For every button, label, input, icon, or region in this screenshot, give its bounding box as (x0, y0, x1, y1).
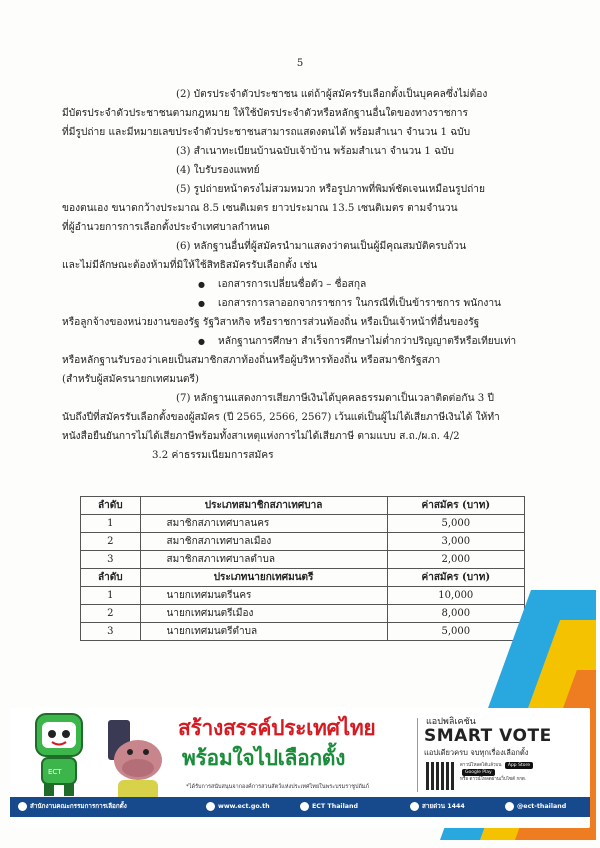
line-icon (505, 802, 514, 811)
slogan-line-1: สร้างสรรค์ประเทศไทย (178, 716, 376, 740)
globe-icon (206, 802, 215, 811)
document-body (62, 85, 538, 465)
qr-code-icon (426, 762, 454, 790)
table-cell: นายกเทศมนตรีตำบล (140, 623, 387, 641)
page-number: 5 (296, 58, 304, 69)
app-name: SMART VOTE (424, 726, 552, 746)
app-store-badge[interactable]: App Store (505, 762, 533, 769)
paragraph-7-line-3: หนังสือยืนยันการไม่ได้เสียภาษีพร้อมทั้งสาเหตุแห่งการไม่ได้เสียภาษี ตามแบบ ส.ถ./ผ.ถ. 4/2 (62, 431, 460, 442)
table-cell: 2 (81, 605, 141, 623)
table-cell: 3 (81, 551, 141, 569)
table-cell: 8,000 (387, 605, 524, 623)
table-header-cell: ค่าสมัคร (บาท) (387, 497, 524, 515)
table-cell: 5,000 (387, 515, 524, 533)
slogan-line-2: พร้อมใจไปเลือกตั้ง (182, 746, 346, 770)
election-banner (10, 590, 596, 840)
table-cell: 1 (81, 587, 141, 605)
table-cell: นายกเทศมนตรีนคร (140, 587, 387, 605)
paragraph-6-line-1: (6) หลักฐานอื่นที่ผู้สมัครนำมาแสดงว่าตนเป็นผู้มีคุณสมบัติครบถ้วน (176, 241, 467, 252)
footer-web: www.ect.go.th (218, 803, 270, 810)
bullet-item-name-change: ● เอกสารการเปลี่ยนชื่อตัว – ชื่อสกุล (62, 275, 538, 294)
download-website-text: หรือ ดาวน์โหลดผ่านเว็บไซต์ กกต. (460, 777, 527, 782)
paragraph-5-line-3: ที่ผู้อำนวยการการเลือกตั้งประจำเทศบาลกำหนด (62, 222, 270, 233)
paragraph-6-line-2: และไม่มีลักษณะต้องห้ามที่มิให้ใช้สิทธิสมัครรับเลือกตั้ง เช่น (62, 260, 318, 271)
paragraph-7-line-1: (7) หลักฐานแสดงการเสียภาษีเงินได้บุคคลธรรมดาเป็นเวลาติดต่อกัน 3 ปี (176, 393, 494, 404)
footer-line-item[interactable] (505, 797, 566, 817)
footer-web-item[interactable] (206, 797, 270, 817)
footer-office-item (18, 797, 127, 817)
phone-icon (410, 802, 419, 811)
paragraph-7-line-2: นับถึงปีที่สมัครรับเลือกตั้งของผู้สมัคร (ปี 2565, 2566, 2567) เว้นแต่เป็นผู้ไม่ได้เสียภาษีเงินได้ ให้ทำ (62, 412, 500, 423)
table-header-cell: ประเภทสมาชิกสภาเทศบาล (140, 497, 387, 515)
table-cell: 3,000 (387, 533, 524, 551)
app-tagline: แอปเดียวครบ จบทุกเรื่องเลือกตั้ง (424, 748, 529, 757)
facebook-icon (300, 802, 309, 811)
download-info (460, 762, 560, 783)
table-header-cell: ประเภทนายกเทศมนตรี (140, 569, 387, 587)
table-header-cell: ค่าสมัคร (บาท) (387, 569, 524, 587)
table-cell: สมาชิกสภาเทศบาลนคร (140, 515, 387, 533)
paragraph-3: (3) สำเนาทะเบียนบ้านฉบับเจ้าบ้าน พร้อมสำเนา จำนวน 1 ฉบับ (176, 146, 454, 157)
footer-fb-item[interactable] (300, 797, 358, 817)
paragraph-4: (4) ใบรับรองแพทย์ (176, 165, 260, 176)
paragraph-2-line-2: มีบัตรประจำตัวประชาชนตามกฎหมาย ให้ใช้บัตรประจำตัวหรือหลักฐานอื่นใดของทางราชการ (62, 108, 468, 119)
table-cell: 3 (81, 623, 141, 641)
table-cell: สมาชิกสภาเทศบาลตำบล (140, 551, 387, 569)
paragraph-5-line-2: ของตนเอง ขนาดกว้างประมาณ 8.5 เซนติเมตร ยาวประมาณ 13.5 เซนติเมตร ตามจำนวน (62, 203, 458, 214)
paragraph-2-line-3: ที่มีรูปถ่าย และมีหมายเลขประจำตัวประชาชนสามารถแสดงตนได้ พร้อมสำเนา จำนวน 1 ฉบับ (62, 127, 471, 138)
table-header-cell: ลำดับ (81, 569, 141, 587)
table-cell: สมาชิกสภาเทศบาลเมือง (140, 533, 387, 551)
table-row (81, 551, 525, 569)
section-3-2-heading: 3.2 ค่าธรรมเนียมการสมัคร (152, 450, 274, 461)
sponsor-note: *ได้รับการสนับสนุนจากองค์การสวนสัตว์แห่งประเทศไทยในพระบรมราชูปถัมภ์ (186, 784, 370, 790)
mascot-badge-text: ECT (48, 768, 62, 776)
footer-hotline: สายด่วน 1444 (422, 803, 465, 810)
paragraph-2-line-1: (2) บัตรประจำตัวประชาชน แต่ถ้าผู้สมัครรับเลือกตั้งเป็นบุคคลซึ่งไม่ต้อง (176, 89, 488, 100)
bullet-item-resignation: ● เอกสารการลาออกจากราชการ ในกรณีที่เป็นข้าราชการ พนักงาน (62, 294, 538, 313)
ect-mascot-icon (28, 702, 98, 802)
bullet-item-education-note: (สำหรับผู้สมัครนายกเทศมนตรี) (62, 374, 199, 385)
paragraph-5-line-1: (5) รูปถ่ายหน้าตรงไม่สวมหมวก หรือรูปภาพที่พิมพ์ชัดเจนเหมือนรูปถ่าย (176, 184, 485, 195)
footer-office: สำนักงานคณะกรรมการการเลือกตั้ง (30, 803, 127, 810)
table-row (81, 515, 525, 533)
table-cell: 10,000 (387, 587, 524, 605)
table-cell: 2,000 (387, 551, 524, 569)
table-header-row (81, 569, 525, 587)
ect-logo-icon (18, 802, 27, 811)
app-label: แอปพลิเคชัน (426, 717, 476, 727)
footer-line: @ect-thailand (517, 803, 567, 810)
banner-footer (10, 797, 590, 817)
table-row (81, 533, 525, 551)
footer-hotline-item (410, 797, 465, 817)
table-header-cell: ลำดับ (81, 497, 141, 515)
footer-fb: ECT Thailand (312, 803, 358, 810)
table-cell: 2 (81, 533, 141, 551)
bullet-item-education-cont: หรือหลักฐานรับรองว่าเคยเป็นสมาชิกสภาท้องถิ่นหรือผู้บริหารท้องถิ่น หรือสมาชิกรัฐสภา (62, 355, 441, 366)
bullet-item-resignation-cont: หรือลูกจ้างของหน่วยงานของรัฐ รัฐวิสาหกิจ หรือราชการส่วนท้องถิ่น หรือเป็นเจ้าหน้าที่อื่นของรัฐ (62, 317, 480, 328)
bullet-item-education: ● หลักฐานการศึกษา สำเร็จการศึกษาไม่ต่ำกว่าปริญญาตรีหรือเทียบเท่า (62, 332, 538, 351)
table-cell: นายกเทศมนตรีเมือง (140, 605, 387, 623)
google-play-badge[interactable]: Google Play (462, 769, 495, 776)
download-text: ดาวน์โหลดได้แล้วบน (460, 763, 502, 768)
table-header-row (81, 497, 525, 515)
banner-divider (417, 718, 418, 792)
table-cell: 1 (81, 515, 141, 533)
table-cell: 5,000 (387, 623, 524, 641)
